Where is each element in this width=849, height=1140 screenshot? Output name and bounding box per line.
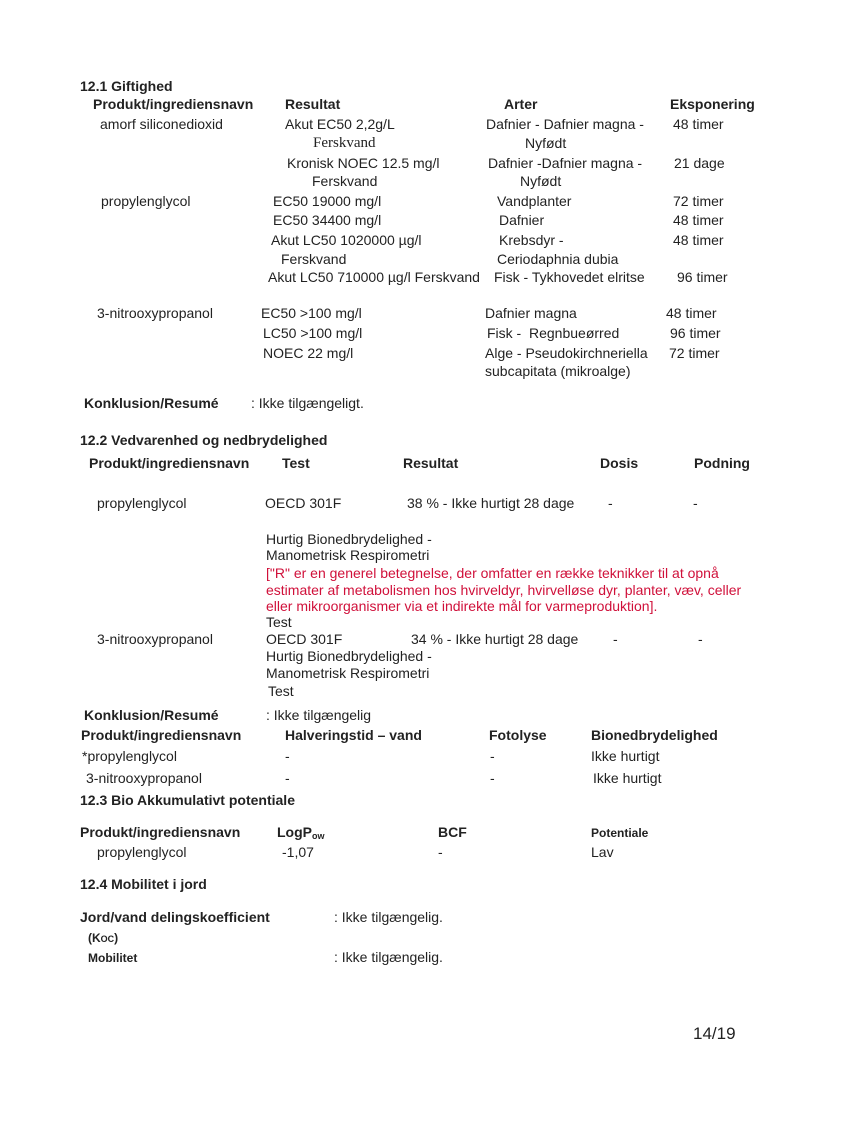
exposure: 21 dage (674, 155, 725, 171)
column-header: Podning (694, 455, 750, 471)
species: subcapitata (mikroalge) (485, 363, 631, 379)
result: EC50 19000 mg/l (273, 193, 382, 209)
result: 38 % - Ikke hurtigt 28 dage (407, 495, 575, 511)
species: Dafnier - Dafnier magna - (486, 116, 644, 132)
dose: - (613, 631, 618, 647)
test: OECD 301F (266, 631, 343, 647)
product-name: amorf siliconedioxid (100, 116, 223, 132)
species: Ceriodaphnia dubia (497, 251, 619, 267)
half-life: - (285, 748, 290, 764)
inoculum: - (698, 631, 703, 647)
column-header: Eksponering (670, 96, 755, 112)
bcf-value: - (438, 844, 443, 860)
species: Dafnier magna (485, 305, 577, 321)
test-note: Manometrisk Respirometri (266, 665, 430, 681)
exposure: 48 timer (666, 305, 717, 321)
species: Alge - Pseudokirchneriella (485, 345, 648, 361)
species: Krebsdyr - (499, 232, 564, 248)
exposure: 72 timer (673, 193, 724, 209)
mobility-label: Mobilitet (88, 951, 138, 965)
species: Dafnier (499, 212, 545, 228)
koc-label: Jord/vand delingskoefficient (80, 909, 270, 925)
species: Dafnier -Dafnier magna - (488, 155, 643, 171)
koc-symbol (88, 930, 118, 947)
column-header: Halveringstid – vand (285, 727, 422, 743)
exposure: 72 timer (669, 345, 720, 361)
column-header: Dosis (600, 455, 639, 471)
red-note: ["R" er en generel betegnelse, der omfatter en række teknikker til at opnå (266, 565, 719, 581)
result: EC50 >100 mg/l (261, 305, 362, 321)
test: OECD 301F (265, 495, 342, 511)
column-header: Potentiale (591, 826, 649, 840)
species: Nyfødt (525, 135, 567, 151)
exposure: 48 timer (673, 116, 724, 132)
photolysis: - (490, 748, 495, 764)
red-note: eller mikroorganismer via et indirekte mål for varmeproduktion]. (266, 598, 658, 614)
product-name: 3-nitrooxypropanol (97, 631, 213, 647)
ow-subscript: ow (312, 831, 325, 841)
exposure: 96 timer (670, 325, 721, 341)
result: Ferskvand (281, 251, 347, 267)
species: Fisk - Tykhovedet elritse (494, 269, 645, 285)
column-header: Produkt/ingrediensnavn (89, 455, 250, 471)
conclusion-label: Konklusion/Resumé (84, 707, 219, 723)
product-name: propylenglycol (97, 844, 187, 860)
result: Akut LC50 710000 µg/l Ferskvand (268, 269, 480, 285)
test-note: Hurtig Bionedbrydelighed - (266, 648, 432, 664)
section-title: 12.1 Giftighed (80, 78, 173, 94)
exposure: 48 timer (673, 212, 724, 228)
column-header: Produkt/ingrediensnavn (93, 96, 254, 112)
product-name: propylenglycol (97, 495, 187, 511)
result: 34 % - Ikke hurtigt 28 dage (411, 631, 579, 647)
result: NOEC 22 mg/l (263, 345, 354, 361)
test-note: Hurtig Bionedbrydelighed - (266, 531, 432, 547)
column-header: Resultat (403, 455, 459, 471)
biodegradability: Ikke hurtigt (593, 770, 662, 786)
result: Ferskvand (313, 135, 376, 151)
result: Ferskvand (312, 173, 378, 189)
column-header: Fotolyse (489, 727, 547, 743)
result: LC50 >100 mg/l (263, 325, 363, 341)
column-header-logpow (277, 824, 325, 844)
column-header: Resultat (285, 96, 341, 112)
test-note: Test (266, 614, 292, 630)
potential-value: Lav (591, 844, 614, 860)
section-title: 12.4 Mobilitet i jord (80, 876, 207, 892)
column-header: Test (282, 455, 310, 471)
section-title: 12.2 Vedvarenhed og nedbrydelighed (80, 432, 328, 448)
conclusion-value: : Ikke tilgængelig (266, 707, 372, 723)
koc-sub: OC (100, 934, 115, 944)
photolysis: - (490, 770, 495, 786)
koc-value: : Ikke tilgængelig. (334, 909, 443, 925)
product-name: 3-nitrooxypropanol (97, 305, 213, 321)
column-header: Produkt/ingrediensnavn (81, 727, 242, 743)
koc-close: ) (114, 931, 119, 945)
koc-open: (K (88, 931, 101, 945)
result: Akut EC50 2,2g/L (285, 116, 395, 132)
result: Akut LC50 1020000 µg/l (271, 232, 422, 248)
test-note: Manometrisk Respirometri (266, 547, 430, 563)
dose: - (608, 495, 613, 511)
test-note: Test (268, 683, 294, 699)
mobility-value: : Ikke tilgængelig. (334, 949, 443, 965)
logp-text: LogP (277, 824, 312, 840)
species: Vandplanter (497, 193, 572, 209)
result: Kronisk NOEC 12.5 mg/l (287, 155, 440, 171)
result: EC50 34400 mg/l (273, 212, 382, 228)
column-header: Produkt/ingrediensnavn (80, 824, 241, 840)
red-note: estimater af metabolismen hos hvirveldyr, hvirvelløse dyr, planter, væv, celler (266, 582, 742, 598)
exposure: 48 timer (673, 232, 724, 248)
page-number: 14/19 (693, 1024, 736, 1043)
inoculum: - (693, 495, 698, 511)
conclusion-label: Konklusion/Resumé (84, 395, 219, 411)
product-name: *propylenglycol (82, 748, 177, 764)
species: Fisk - Regnbueørred (487, 325, 620, 341)
exposure: 96 timer (677, 269, 728, 285)
half-life: - (285, 770, 290, 786)
column-header: Bionedbrydelighed (591, 727, 718, 743)
logpow-value: -1,07 (282, 844, 314, 860)
column-header: Arter (504, 96, 538, 112)
biodegradability: Ikke hurtigt (591, 748, 660, 764)
species: Nyfødt (520, 173, 562, 189)
section-title: 12.3 Bio Akkumulativt potentiale (80, 792, 295, 808)
column-header: BCF (438, 824, 467, 840)
product-name: propylenglycol (101, 193, 191, 209)
product-name: 3-nitrooxypropanol (86, 770, 202, 786)
conclusion-value: : Ikke tilgængeligt. (251, 395, 364, 411)
